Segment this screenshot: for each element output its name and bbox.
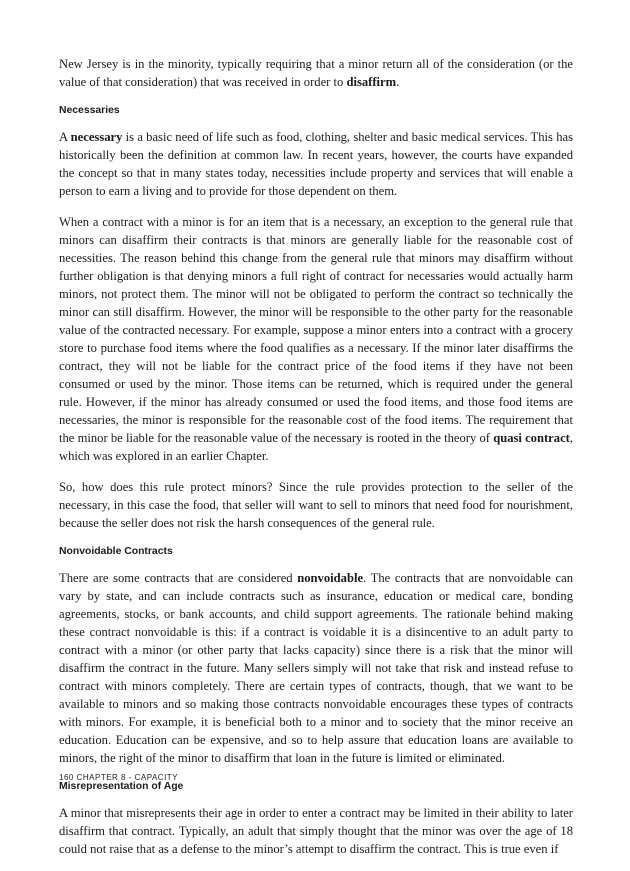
intro-paragraph bbox=[59, 55, 573, 91]
necessaries-paragraph-1 bbox=[59, 128, 573, 200]
necessaries-p2-text-2: , which was explored in an earlier Chapter. bbox=[59, 431, 574, 463]
term-disaffirm: disaffirm bbox=[346, 75, 397, 89]
intro-text-2: . bbox=[396, 75, 400, 89]
term-nonvoidable: nonvoidable bbox=[297, 571, 364, 585]
necessaries-p1-text-2: is a basic need of life such as food, clothing, shelter and basic medical services. This has historically been the definition at common law. In recent years, however, the courts have expanded the concept so that in many states today, necessities include property and services that will enable a person to earn a living and to provide for those dependent on them. bbox=[59, 130, 573, 198]
document-page bbox=[59, 55, 573, 871]
necessaries-p2-text-1: When a contract with a minor is for an item that is a necessary, an exception to the general rule that minors can disaffirm their contracts is that minors are generally liable for the reasonable cost of necessities. The reason behind this change from the general rule that minors may disaffirm without further obligation is that denying minors a full right of contract for necessaries would actually harm minors, not protect them. The minor will not be obligated to perform the contract so technically the minor can still disaffirm. However, the minor will be responsible to the other party for the reasonable value of the contracted necessary. For example, suppose a minor enters into a contract with a grocery store to purchase food items where the food qualifies as a necessary. If the minor later disaffirms the contract, they will not be liable for the contract price of the food items if they have not been consumed or used by the minor. Those items can be returned, which is required under the general rule. However, if the minor has already consumed or used the food items, and those food items are necessaries, the minor is responsible for the reasonable cost of the food items. The requirement that the minor be liable for the reasonable value of the necessary is rooted in the theory of bbox=[59, 215, 573, 445]
necessaries-paragraph-3: So, how does this rule protect minors? Since the rule provides protection to the seller of the necessary, in this case the food, that seller will want to sell to minors that need food for nourishment, because the seller does not risk the harsh consequences of the general rule. bbox=[59, 480, 573, 530]
page-footer bbox=[59, 773, 178, 782]
misrepresentation-paragraph-1: A minor that misrepresents their age in order to enter a contract may be limited in their ability to later disaffirm that contract. Typically, an adult that simply thought that the minor was over the age of 18 could not raise that as a defense to the minor’s attempt to disaffirm the contract. This is true even if bbox=[59, 806, 573, 856]
necessaries-p1-text-1: A bbox=[59, 130, 71, 144]
nonvoidable-p1-text-2: . The contracts that are nonvoidable can vary by state, and can include contracts such as insurance, education or medical care, bonding agreements, stocks, or bank accounts, and child support agreements. The rationale behind making these contract nonvoidable is this: if a contract is voidable it is a disincentive to an adult party to contract with a minor (or other party that lacks capacity) since there is a risk that the minor will disaffirm the contract in the future. Many sellers simply will not take that risk and instead refuse to contract with minors completely. There are certain types of contracts, though, that we want to be available to minors and so making those contracts nonvoidable encourages these types of contracts with minors. For example, it is beneficial both to a minor and to society that the minor receive an education. Education can be expensive, and so to help assure that education loans are available to minors, the right of the minor to disaffirm that loan in the future is limited or eliminated. bbox=[59, 571, 573, 765]
nonvoidable-paragraph-1 bbox=[59, 569, 573, 767]
nonvoidable-p1-text-1: There are some contracts that are considered bbox=[59, 571, 298, 585]
term-necessary: necessary bbox=[70, 130, 123, 144]
term-quasi-contract: quasi contract bbox=[493, 431, 570, 445]
chapter-title: CHAPTER 8 - CAPACITY bbox=[76, 773, 179, 782]
heading-necessaries: Necessaries bbox=[59, 105, 120, 116]
page-number: 160 bbox=[59, 773, 74, 782]
necessaries-paragraph-2 bbox=[59, 213, 573, 465]
heading-nonvoidable-contracts: Nonvoidable Contracts bbox=[59, 546, 173, 557]
intro-text-1: New Jersey is in the minority, typically requiring that a minor return all of the consideration (or the value of that consideration) that was received in order to bbox=[59, 57, 573, 89]
heading-misrepresentation-of-age: Misrepresentation of Age bbox=[59, 781, 184, 792]
